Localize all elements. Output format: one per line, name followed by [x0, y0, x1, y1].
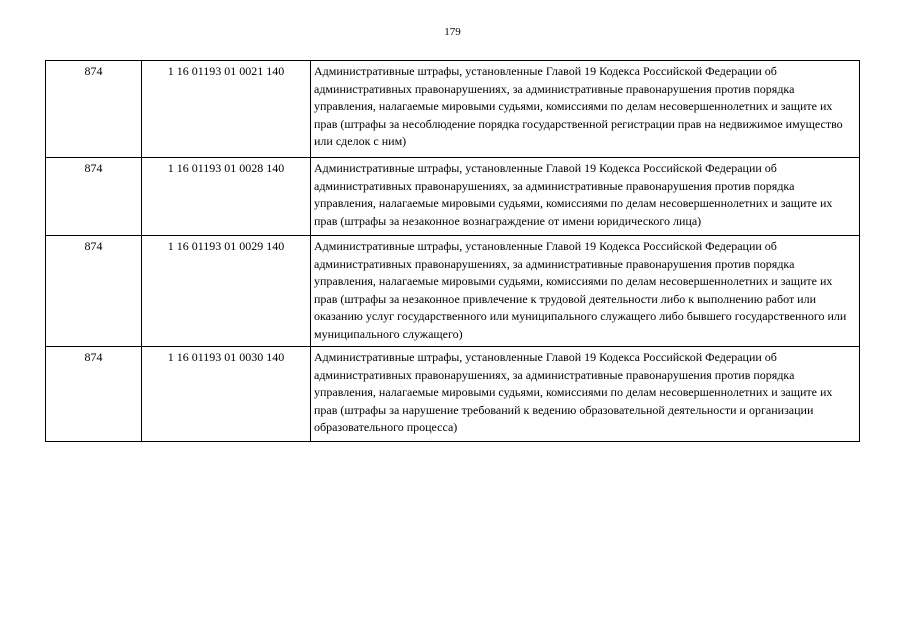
admin-code-cell: 874	[46, 236, 142, 347]
admin-code-cell: 874	[46, 158, 142, 236]
kbk-code-cell: 1 16 01193 01 0029 140	[142, 236, 311, 347]
page-number: 179	[444, 26, 461, 38]
table-row	[46, 236, 860, 347]
description-cell: Административные штрафы, установленные Главой 19 Кодекса Российской Федерации об административных правонарушениях, за административные правонарушения против порядка управления, налагаемые мировыми судьями, комиссиями по делам несовершеннолетних и защите их прав (штрафы за нарушение требований к ведению образовательной деятельности и организации образовательного процесса)	[311, 347, 860, 442]
admin-code-cell: 874	[46, 347, 142, 442]
description-cell: Административные штрафы, установленные Главой 19 Кодекса Российской Федерации об административных правонарушениях, за административные правонарушения против порядка управления, налагаемые мировыми судьями, комиссиями по делам несовершеннолетних и защите их прав (штрафы за несоблюдение порядка государственной регистрации прав на недвижимое имущество или сделок с ним)	[311, 61, 860, 158]
description-cell: Административные штрафы, установленные Главой 19 Кодекса Российской Федерации об административных правонарушениях, за административные правонарушения против порядка управления, налагаемые мировыми судьями, комиссиями по делам несовершеннолетних и защите их прав (штрафы за незаконное вознаграждение от имени юридического лица)	[311, 158, 860, 236]
kbk-code-cell: 1 16 01193 01 0028 140	[142, 158, 311, 236]
description-cell: Административные штрафы, установленные Главой 19 Кодекса Российской Федерации об административных правонарушениях, за административные правонарушения против порядка управления, налагаемые мировыми судьями, комиссиями по делам несовершеннолетних и защите их прав (штрафы за незаконное привлечение к трудовой деятельности либо к выполнению работ или оказанию услуг государственного или муниципального служащего либо бывшего государственного или муниципального служащего)	[311, 236, 860, 347]
budget-codes-table	[45, 60, 860, 442]
table-row	[46, 61, 860, 158]
admin-code-cell: 874	[46, 61, 142, 158]
table-row	[46, 158, 860, 236]
kbk-code-cell: 1 16 01193 01 0021 140	[142, 61, 311, 158]
table-row	[46, 347, 860, 442]
kbk-code-cell: 1 16 01193 01 0030 140	[142, 347, 311, 442]
